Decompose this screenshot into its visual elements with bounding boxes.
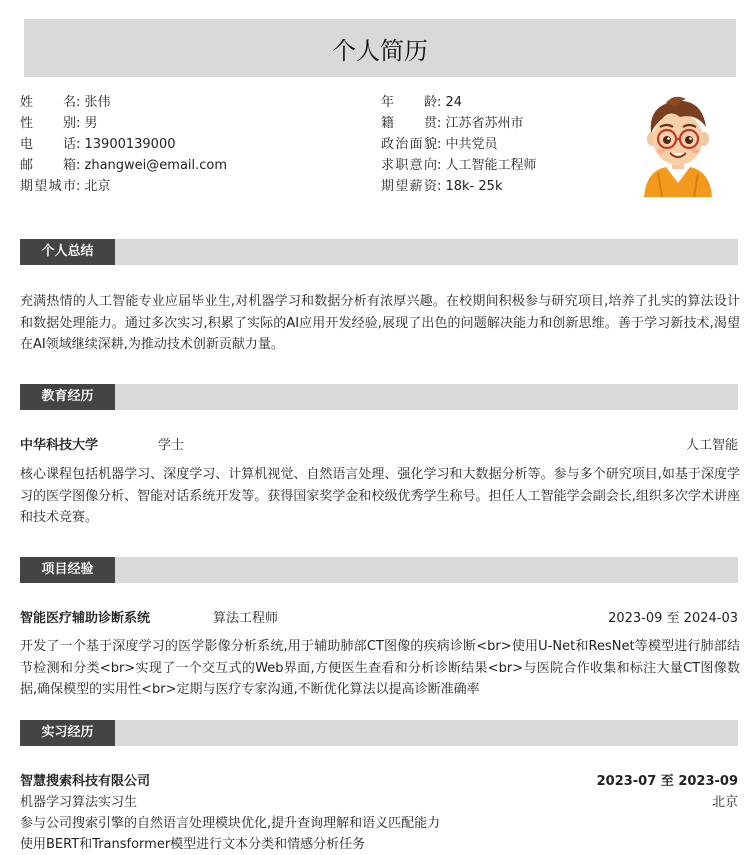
info-row-email: 邮箱: zhangwei@email.com: [20, 155, 227, 176]
avatar: [636, 93, 720, 197]
summary-text: 充满热情的人工智能专业应届毕业生,对机器学习和数据分析有浓厚兴趣。在校期间积极参与研究项目,培养了扎实的算法设计和数据处理能力。通过多次实习,积累了实际的AI应用开发经验,展现了出色的问题解决能力和创新思维。善于学习新技术,渴望在AI领域继续深耕,为推动技术创新贡献力量。: [20, 294, 740, 352]
section-projects-header: [20, 557, 738, 583]
info-row-city: 期望城市: 北京: [20, 176, 227, 197]
info-label: 求职意向: [381, 158, 437, 173]
info-value: 江苏省苏州市: [445, 116, 524, 131]
internship-position-row: [20, 792, 738, 813]
info-label: 邮箱: [20, 158, 76, 173]
project-name: 智能医疗辅助诊断系统: [20, 611, 151, 626]
section-summary-header: [20, 239, 738, 265]
info-value: 张伟: [84, 95, 111, 110]
company-name: 智慧搜索科技有限公司: [20, 774, 151, 789]
basic-info-left: [20, 92, 227, 197]
info-row-hometown: 籍贯: 江苏省苏州市: [381, 113, 537, 134]
info-value: 24: [445, 95, 463, 110]
info-label: 姓名: [20, 95, 76, 110]
info-row-age: 年龄: 24: [381, 92, 537, 113]
info-label: 期望城市: [20, 179, 76, 194]
section-title: 个人总结: [20, 239, 115, 265]
project-entry-header: [20, 609, 738, 629]
education-text: 核心课程包括机器学习、深度学习、计算机视觉、自然语言处理、强化学习和大数据分析等。参与多个研究项目,如基于深度学习的医学图像分析、智能对话系统开发等。获得国家奖学金和校级优秀学生称号。担任人工智能学会副会长,组织多次学术讲座和技术竞赛。: [20, 467, 740, 525]
info-value: 18k- 25k: [445, 179, 503, 194]
info-label: 籍贯: [381, 116, 437, 131]
project-role: 算法工程师: [213, 611, 279, 626]
info-label: 年龄: [381, 95, 437, 110]
internship-position: 机器学习算法实习生: [20, 795, 138, 810]
degree: 学士: [158, 438, 185, 453]
basic-info-right: [381, 92, 537, 197]
info-value: 人工智能工程师: [445, 158, 537, 173]
info-row-name: 姓名: 张伟: [20, 92, 227, 113]
internship-city: 北京: [711, 795, 738, 810]
info-row-salary: 期望薪资: 18k- 25k: [381, 176, 537, 197]
info-value: 男: [84, 116, 98, 131]
info-row-gender: 性别: 男: [20, 113, 227, 134]
section-internship-header: [20, 720, 738, 746]
section-title: 教育经历: [20, 384, 115, 410]
info-row-phone: 电话: 13900139000: [20, 134, 227, 155]
internship-duty: 参与公司搜索引擎的自然语言处理模块优化,提升查询理解和语义匹配能力: [20, 816, 441, 831]
info-label: 期望薪资: [381, 179, 437, 194]
education-entry-header: [20, 436, 738, 456]
section-title: 实习经历: [20, 720, 115, 746]
info-value: 中共党员: [445, 137, 498, 152]
info-label: 电话: [20, 137, 76, 152]
internship-date: 2023-07 至 2023-09: [596, 774, 738, 789]
page-title: 个人简历: [24, 19, 736, 77]
major: 人工智能: [685, 438, 738, 453]
info-label: 政治面貌: [381, 137, 437, 152]
info-value: zhangwei@email.com: [84, 158, 228, 173]
school-name: 中华科技大学: [20, 438, 99, 453]
info-row-objective: 求职意向: 人工智能工程师: [381, 155, 537, 176]
internship-duty: 使用BERT和Transformer模型进行文本分类和情感分析任务: [20, 837, 366, 852]
info-row-politics: 政治面貌: 中共党员: [381, 134, 537, 155]
project-date: 2023-09 至 2024-03: [608, 611, 738, 626]
section-title: 项目经验: [20, 557, 115, 583]
internship-entry-header: [20, 771, 738, 792]
info-label: 性别: [20, 116, 76, 131]
info-value: 13900139000: [84, 137, 176, 152]
section-education-header: [20, 384, 738, 410]
info-value: 北京: [84, 179, 111, 194]
project-text: 开发了一个基于深度学习的医学影像分析系统,用于辅助肺部CT图像的疾病诊断<br>使用U-Net和ResNet等模型进行肺部结节检测和分类<br>实现了一个交互式的Web界面,方便医生查看和分析诊断结果<br>与医院合作收集和标注大量CT图像数据,确保模型的实用性<br>定期与医疗专家沟通,不断优化算法以提高诊断准确率: [20, 639, 740, 697]
